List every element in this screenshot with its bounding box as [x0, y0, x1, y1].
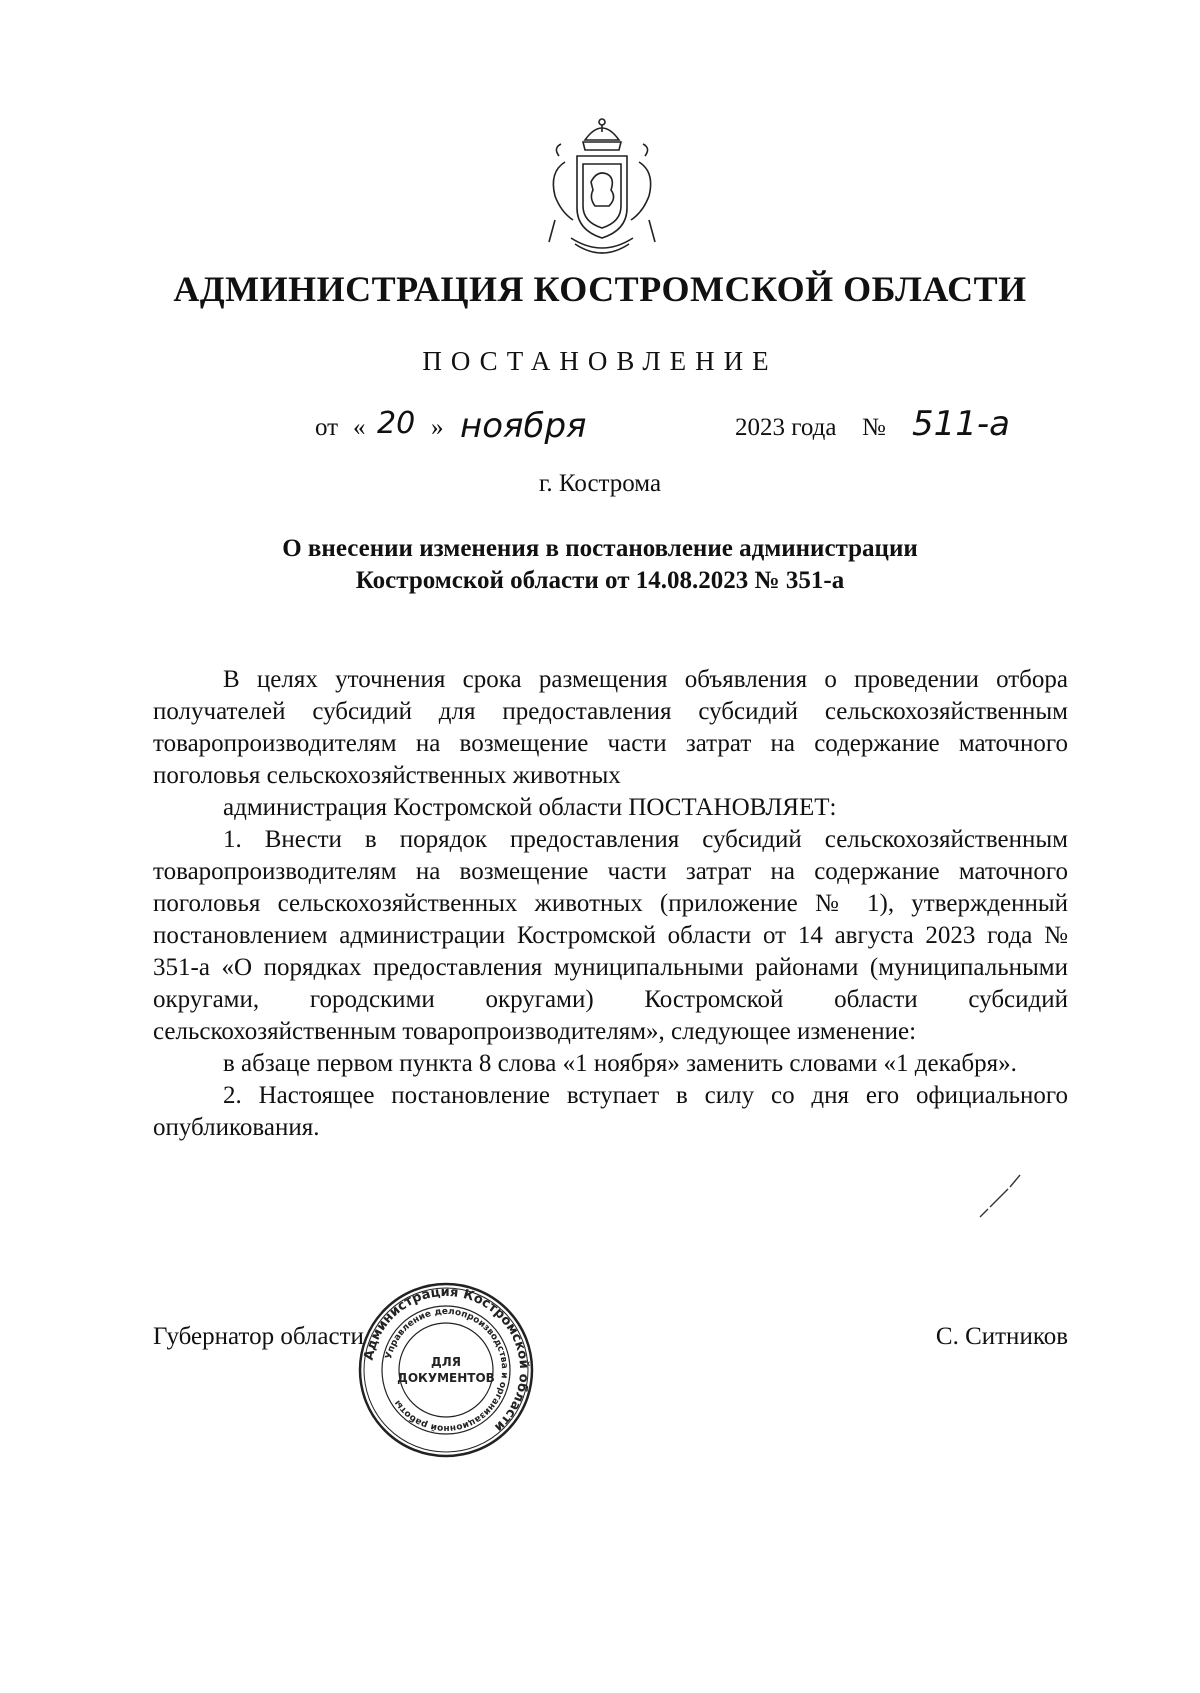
svg-text:Управление делопроизводства и: Управление делопроизводства и организационной работы	[384, 1306, 510, 1434]
city: г. Кострома	[538, 470, 662, 497]
pen-mark-icon	[970, 1165, 1030, 1225]
subject-line: О внесении изменения в постановление администрации	[282, 535, 918, 562]
document-type: ПОСТАНОВЛЕНИЕ	[422, 346, 778, 376]
svg-text:Администрация Костромской обла: Администрация Костромской области	[361, 1284, 532, 1435]
date-close-quote: »	[431, 414, 444, 441]
body-paragraph: администрация Костромской области ПОСТАНОВЛЯЕТ:	[223, 794, 837, 821]
body-paragraph: 2. Настоящее постановление вступает в силу со дня его официального опубликования.	[153, 1082, 1068, 1141]
document-number: 511-а	[912, 404, 1010, 444]
body-paragraph: В целях уточнения срока размещения объявления о проведении отбора получателей субсидий для предоставления субсидий сельскохозяйственным товаропроизводителям на возмещение части затрат на содержание маточного поголовья сельскохозяйственных животных	[153, 666, 1068, 789]
date-open-quote: «	[353, 414, 366, 441]
organization-title: АДМИНИСТРАЦИЯ КОСТРОМСКОЙ ОБЛАСТИ	[173, 269, 1027, 309]
svg-text:ДЛЯ: ДЛЯ	[431, 1355, 461, 1369]
body-paragraph: 1. Внести в порядок предоставления субсидий сельскохозяйственным товаропроизводителям на возмещение части затрат на содержание маточного поголовья сельскохозяйственных животных (приложение № 1), утвержденный постановлением администрации Костромской области от 14 августа 2023 года № 351-а «О порядках предоставления муниципальными районами (муниципальными округами, городскими округами) Костромской области субсидий сельскохозяйственным товаропроизводителям», следующее изменение:	[153, 826, 1068, 1045]
coat-of-arms-icon	[535, 112, 669, 262]
signatory-position: Губернатор области	[153, 1323, 364, 1350]
date-day: 20	[377, 406, 416, 441]
document-subject	[0, 533, 1200, 597]
document-body	[153, 664, 1068, 1144]
subject-line: Костромской области от 14.08.2023 № 351-а	[355, 567, 845, 594]
date-year: 2023 года	[735, 414, 837, 441]
number-sign: №	[862, 414, 886, 441]
body-paragraph: в абзаце первом пункта 8 слова «1 ноября» заменить словами «1 декабря».	[223, 1050, 1017, 1077]
svg-text:ДОКУМЕНТОВ: ДОКУМЕНТОВ	[397, 1371, 495, 1385]
stamp-seal-icon	[356, 1280, 536, 1460]
date-prefix: от	[315, 414, 339, 441]
signatory-name: С. Ситников	[935, 1323, 1068, 1350]
signature-block	[153, 1323, 1068, 1363]
date-month: ноября	[460, 406, 587, 446]
date-line	[0, 406, 1200, 456]
